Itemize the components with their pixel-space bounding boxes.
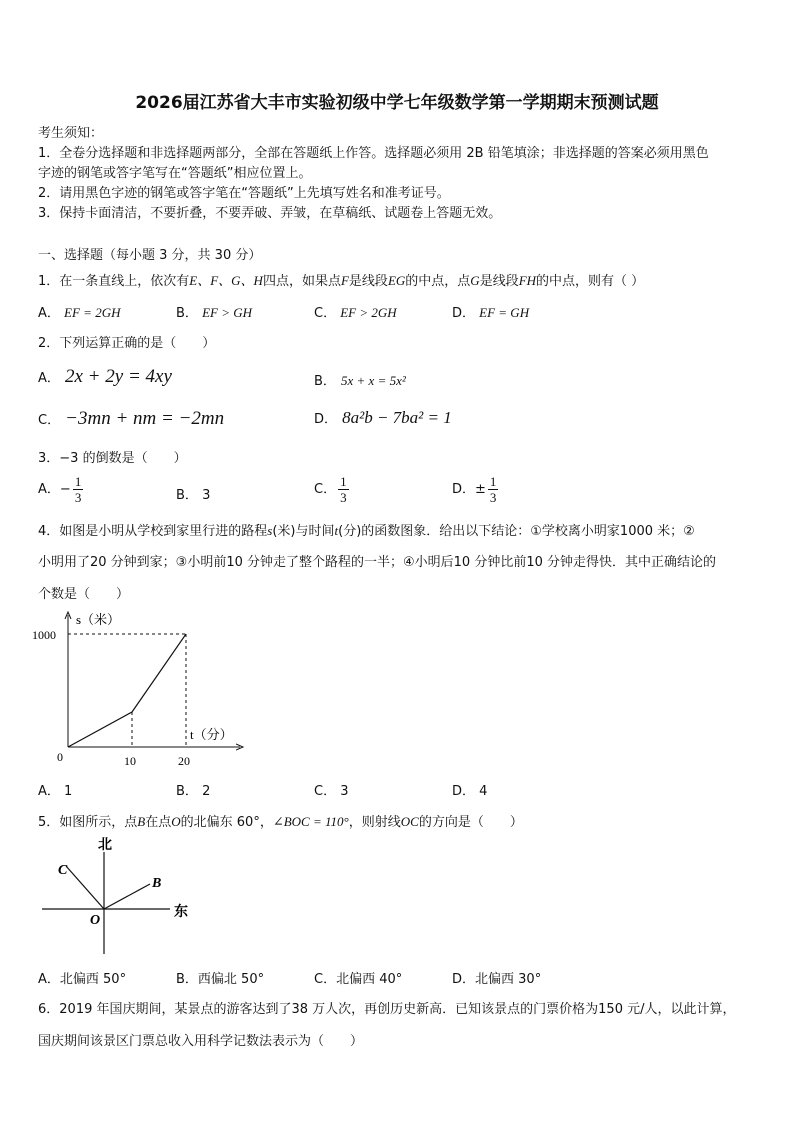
question-1-stem: 1．在一条直线上，依次有E、F、G、H四点，如果点F是线段EG的中点，点G是线段FH的中点，则有（ ）: [38, 273, 645, 289]
y-tick-1000: 1000: [32, 628, 56, 642]
q3-option-c[interactable]: C． $\frac{1}{3}$: [314, 474, 347, 505]
distance-time-graph: [30, 605, 250, 775]
north-label: 北: [98, 837, 112, 853]
question-6-line-1: 6．2019 年国庆期间，某景点的游客达到了38 万人次，再创历史新高．已知该景点的门票价格为150 元/人，以此计算，: [38, 1002, 736, 1017]
q1-option-b[interactable]: B． EF > GH: [176, 305, 252, 321]
direction-diagram: [36, 832, 196, 960]
question-2-stem: 2．下列运算正确的是（ ）: [38, 336, 216, 351]
q2-option-d[interactable]: D． 8a²b − 7ba² = 1: [314, 408, 452, 427]
point-c-label: C: [58, 863, 68, 878]
notice-line-1b: 字迹的钢笔或答字笔写在“答题纸”相应位置上。: [38, 166, 312, 181]
q2-option-b[interactable]: B． 5x + x = 5x²: [314, 373, 406, 389]
q5-option-a[interactable]: A．北偏西 50°: [38, 972, 127, 987]
x-tick-20: 20: [178, 754, 190, 768]
section-heading: 一、选择题（每小题 3 分，共 30 分）: [38, 248, 262, 263]
q2-option-a[interactable]: A． 2x + 2y = 4xy: [38, 366, 172, 387]
q5-option-c[interactable]: C．北偏西 40°: [314, 972, 403, 987]
q4-option-c[interactable]: C． 3: [314, 784, 349, 799]
east-label: 东: [174, 904, 188, 920]
x-tick-10: 10: [124, 754, 136, 768]
point-b-label: B: [152, 876, 162, 891]
x-axis-label: t（分）: [190, 727, 233, 742]
origin-label: 0: [57, 750, 63, 764]
q1-option-a[interactable]: A． EF = 2GH: [38, 305, 121, 321]
q3-option-d[interactable]: D．± $\frac{1}{3}$: [452, 474, 497, 505]
point-o-label: O: [90, 913, 101, 928]
q4-option-b[interactable]: B． 2: [176, 784, 211, 799]
q3-option-b[interactable]: B． 3: [176, 488, 211, 503]
notice-line-2: 2．请用黑色字迹的钢笔或答字笔在“答题纸”上先填写姓名和准考证号。: [38, 186, 450, 201]
notice-heading: 考生须知：: [38, 126, 104, 141]
question-3-stem: 3．−3 的倒数是（ ）: [38, 451, 187, 466]
question-4-line-3: 个数是（ ）: [38, 587, 130, 602]
q1-option-c[interactable]: C． EF > 2GH: [314, 305, 397, 321]
page-title: 2026届江苏省大丰市实验初级中学七年级数学第一学期期末预测试题: [135, 93, 659, 113]
q3-option-a[interactable]: A．− $\frac{1}{3}$: [38, 474, 82, 505]
q1-option-d[interactable]: D． EF = GH: [452, 305, 530, 321]
question-4-line-2: 小明用了20 分钟到家；③小明前10 分钟走了整个路程的一半；④小明后10 分钟比前10 分钟走得快．其中正确结论的: [38, 555, 717, 570]
notice-line-3: 3．保持卡面清洁，不要折叠，不要弄破、弄皱，在草稿纸、试题卷上答题无效。: [38, 206, 502, 221]
q5-option-d[interactable]: D．北偏西 30°: [452, 972, 542, 987]
question-6-line-2: 国庆期间该景区门票总收入用科学记数法表示为（ ）: [38, 1034, 364, 1049]
ray-ob: [104, 884, 150, 909]
q2-option-c[interactable]: C． −3mn + nm = −2mn: [38, 408, 225, 429]
question-4-line-1: 4．如图是小明从学校到家里行进的路程s(米)与时间t(分)的函数图象．给出以下结论：①学校离小明家1000 米；②: [38, 523, 695, 539]
notice-line-1a: 1．全卷分选择题和非选择题两部分，全部在答题纸上作答。选择题必须用 2B 铅笔填涂；非选择题的答案必须用黑色: [38, 146, 709, 161]
y-axis-label: s（米）: [76, 612, 121, 627]
ray-oc: [66, 866, 104, 909]
question-5-stem: 5．如图所示，点B在点O的北偏东 60°，∠BOC = 110°，则射线OC的方向是（ ）: [38, 814, 523, 830]
q4-option-a[interactable]: A． 1: [38, 784, 73, 799]
q4-option-d[interactable]: D． 4: [452, 784, 488, 799]
graph-line: [68, 634, 186, 747]
q5-option-b[interactable]: B．西偏北 50°: [176, 972, 265, 987]
